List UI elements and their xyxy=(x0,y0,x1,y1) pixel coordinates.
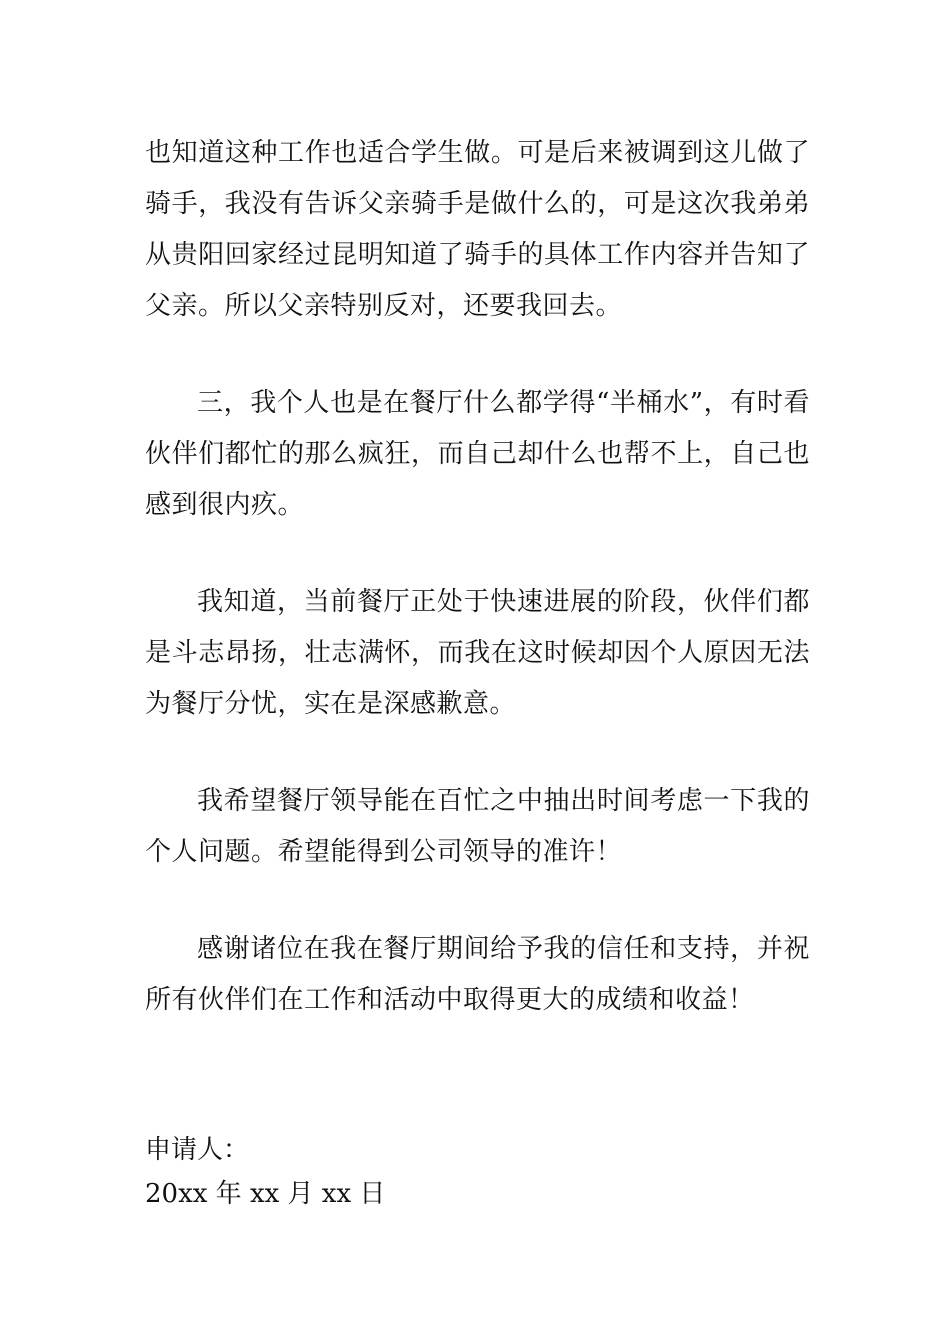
date-line: 20xx 年 xx 月 xx 日 xyxy=(145,1179,386,1209)
paragraph-continuation: 也知道这种工作也适合学生做。可是后来被调到这儿做了骑手，我没有告诉父亲骑手是做什么的，可是这次我弟弟从贵阳回家经过昆明知道了骑手的具体工作内容并告知了父亲。所以父亲特别反对，还要我回去。 xyxy=(145,138,810,321)
paragraph-thanks: 感谢诸位在我在餐厅期间给予我的信任和支持，并祝所有伙伴们在工作和活动中取得更大的成绩和收益！ xyxy=(145,934,810,1015)
paragraph-request: 我希望餐厅领导能在百忙之中抽出时间考虑一下我的个人问题。希望能得到公司领导的准许！ xyxy=(145,786,810,867)
letter-body xyxy=(145,128,810,1026)
signoff-block xyxy=(145,1128,385,1216)
applicant-label: 申请人： xyxy=(145,1135,250,1165)
paragraph-apology: 我知道，当前餐厅正处于快速进展的阶段，伙伴们都是斗志昂扬，壮志满怀，而我在这时候却因个人原因无法为餐厅分忧，实在是深感歉意。 xyxy=(145,587,810,719)
paragraph-reason-three: 三，我个人也是在餐厅什么都学得“半桶水”，有时看伙伴们都忙的那么疯狂，而自己却什么也帮不上，自己也感到很内疚。 xyxy=(145,388,810,520)
